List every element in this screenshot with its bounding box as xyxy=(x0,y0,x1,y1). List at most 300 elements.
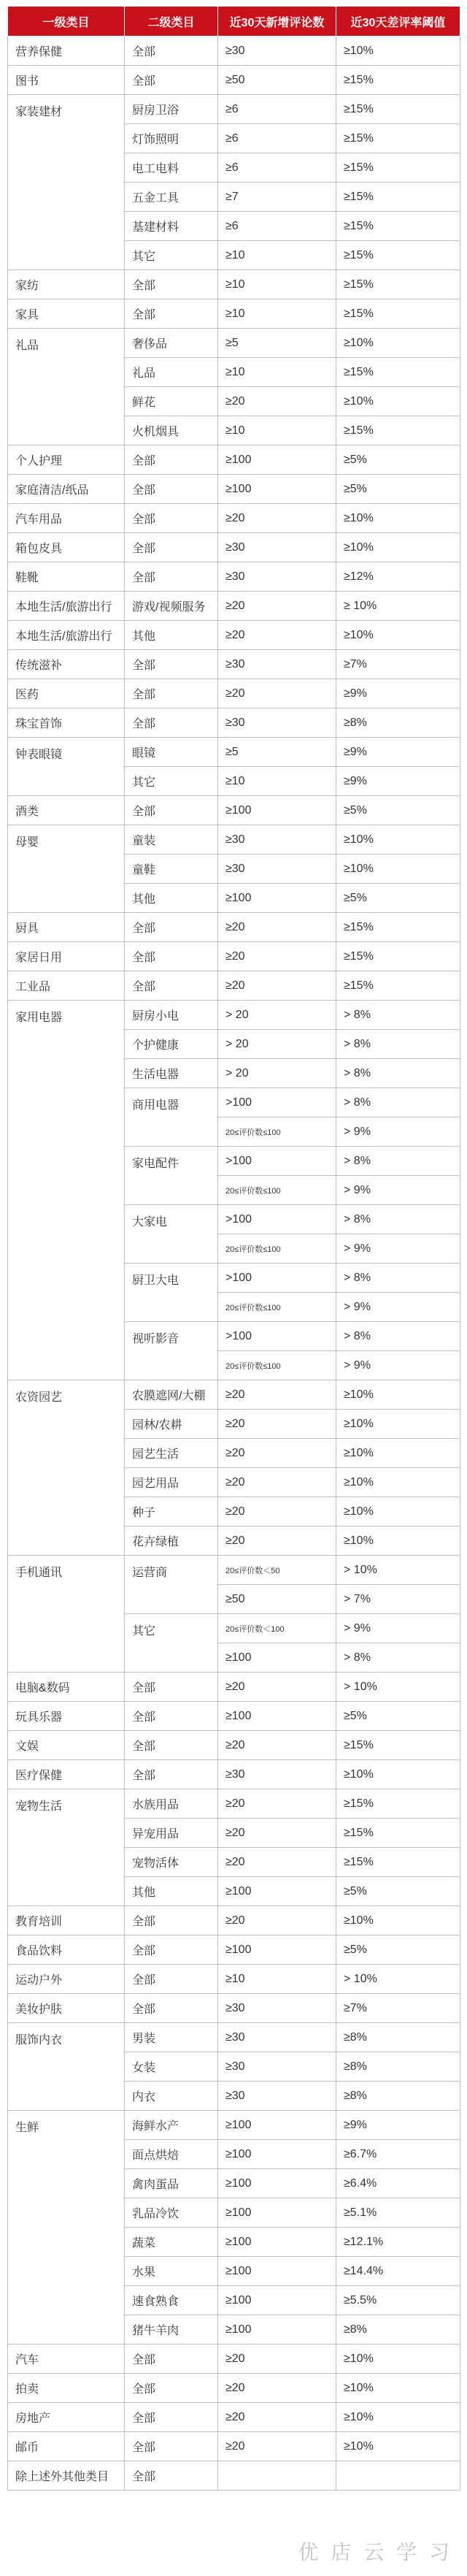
level2-category-cell: 灯饰照明 xyxy=(125,124,218,153)
negative-rate-cell: > 7% xyxy=(336,1585,460,1614)
level2-category-cell: 女装 xyxy=(125,2052,218,2082)
level1-category-cell: 服饰内衣 xyxy=(8,2023,125,2111)
level2-category-cell: 异宠用品 xyxy=(125,1819,218,1848)
new-reviews-cell: ≥20 xyxy=(218,1848,336,1877)
negative-rate-cell: > 9% xyxy=(336,1351,460,1380)
level2-category-cell: 其它 xyxy=(125,1614,218,1673)
negative-rate-cell xyxy=(336,2461,460,2491)
level2-category-cell: 游戏/视频服务 xyxy=(125,592,218,621)
table-row xyxy=(8,66,460,95)
level2-category-cell: 全部 xyxy=(125,1702,218,1731)
level2-category-cell: 视听影音 xyxy=(125,1322,218,1380)
negative-rate-cell: ≥ 10% xyxy=(336,592,460,621)
table-row xyxy=(8,1702,460,1731)
new-reviews-cell: ≥100 xyxy=(218,2111,336,2140)
level2-category-cell: 眼镜 xyxy=(125,738,218,767)
new-reviews-cell: 20≤评价数≤100 xyxy=(218,1351,336,1380)
level2-category-cell: 奢侈品 xyxy=(125,329,218,358)
new-reviews-cell: ≥50 xyxy=(218,66,336,95)
new-reviews-cell: ≥6 xyxy=(218,153,336,183)
negative-rate-cell: ≥15% xyxy=(336,1819,460,1848)
level1-category-cell: 珠宝首饰 xyxy=(8,708,125,738)
negative-rate-cell: > 9% xyxy=(336,1293,460,1322)
new-reviews-cell: ≥100 xyxy=(218,446,336,475)
table-row xyxy=(8,37,460,66)
level2-category-cell: 基建材料 xyxy=(125,212,218,241)
table-row xyxy=(8,738,460,767)
table-row xyxy=(8,1906,460,1935)
new-reviews-cell: ≥10 xyxy=(218,767,336,796)
level1-category-cell: 电脑&数码 xyxy=(8,1673,125,1702)
level2-category-cell: 全部 xyxy=(125,913,218,942)
level2-category-cell: 全部 xyxy=(125,971,218,1001)
negative-rate-cell: ≥14.4% xyxy=(336,2257,460,2286)
negative-rate-cell: ≥9% xyxy=(336,679,460,708)
negative-rate-cell: ≥10% xyxy=(336,825,460,855)
new-reviews-cell: ≥20 xyxy=(218,1410,336,1439)
level1-category-cell: 厨具 xyxy=(8,913,125,942)
negative-rate-cell: ≥15% xyxy=(336,241,460,270)
level2-category-cell: 个护健康 xyxy=(125,1030,218,1059)
level1-category-cell: 本地生活/旅游出行 xyxy=(8,621,125,650)
table-row xyxy=(8,2111,460,2140)
level2-category-cell: 水果 xyxy=(125,2257,218,2286)
level2-category-cell: 男装 xyxy=(125,2023,218,2052)
negative-rate-cell: ≥15% xyxy=(336,1731,460,1760)
level2-category-cell: 园艺用品 xyxy=(125,1468,218,1497)
negative-rate-cell: > 9% xyxy=(336,1176,460,1205)
negative-rate-cell: ≥10% xyxy=(336,329,460,358)
level1-category-cell: 农资园艺 xyxy=(8,1380,125,1556)
level2-category-cell: 全部 xyxy=(125,66,218,95)
new-reviews-cell: 20≤评价数＜50 xyxy=(218,1556,336,1585)
negative-rate-cell: ≥5% xyxy=(336,1935,460,1965)
table-row xyxy=(8,1935,460,1965)
level2-category-cell: 全部 xyxy=(125,1906,218,1935)
negative-rate-cell: ≥10% xyxy=(336,2344,460,2374)
level2-category-cell: 运营商 xyxy=(125,1556,218,1614)
new-reviews-cell: ≥20 xyxy=(218,1673,336,1702)
new-reviews-cell: ≥10 xyxy=(218,241,336,270)
level1-category-cell: 美妆护肤 xyxy=(8,1994,125,2023)
level2-category-cell: 全部 xyxy=(125,708,218,738)
new-reviews-cell: > 20 xyxy=(218,1001,336,1030)
negative-rate-cell: > 9% xyxy=(336,1234,460,1264)
level1-category-cell: 教育培训 xyxy=(8,1906,125,1935)
table-row xyxy=(8,475,460,504)
new-reviews-cell: ≥100 xyxy=(218,2140,336,2169)
level1-category-cell: 生鲜 xyxy=(8,2111,125,2344)
level1-category-cell: 玩具乐器 xyxy=(8,1702,125,1731)
negative-rate-cell: > 8% xyxy=(336,1030,460,1059)
negative-rate-cell: > 8% xyxy=(336,1059,460,1088)
level2-category-cell: 全部 xyxy=(125,2432,218,2461)
table-row xyxy=(8,446,460,475)
new-reviews-cell: ≥100 xyxy=(218,2169,336,2198)
level2-category-cell: 蔬菜 xyxy=(125,2228,218,2257)
level1-category-cell: 钟表眼镜 xyxy=(8,738,125,796)
negative-rate-cell: ≥15% xyxy=(336,153,460,183)
negative-rate-cell: ≥8% xyxy=(336,2023,460,2052)
new-reviews-cell: ≥100 xyxy=(218,796,336,825)
table-row xyxy=(8,1965,460,1994)
new-reviews-cell: ≥20 xyxy=(218,971,336,1001)
new-reviews-cell: ≥30 xyxy=(218,2082,336,2111)
new-reviews-cell: 20≤评价数≤100 xyxy=(218,1234,336,1264)
level2-category-cell: 内衣 xyxy=(125,2082,218,2111)
level1-category-cell: 汽车 xyxy=(8,2344,125,2374)
new-reviews-cell: ≥20 xyxy=(218,1731,336,1760)
new-reviews-cell: ≥5 xyxy=(218,738,336,767)
table-row xyxy=(8,299,460,329)
level1-category-cell: 文娱 xyxy=(8,1731,125,1760)
table-row xyxy=(8,679,460,708)
table-row xyxy=(8,270,460,299)
table-row xyxy=(8,1760,460,1789)
new-reviews-cell: ≥100 xyxy=(218,475,336,504)
negative-rate-cell: ≥15% xyxy=(336,299,460,329)
new-reviews-cell: ≥30 xyxy=(218,2052,336,2082)
table-row xyxy=(8,942,460,971)
table-row xyxy=(8,2432,460,2461)
level2-category-cell: 宠物活体 xyxy=(125,1848,218,1877)
negative-rate-cell: ≥10% xyxy=(336,2403,460,2432)
new-reviews-cell: ≥20 xyxy=(218,1468,336,1497)
new-reviews-cell: 20≤评价数＜100 xyxy=(218,1614,336,1643)
new-reviews-cell: ≥100 xyxy=(218,2315,336,2344)
level1-category-cell: 房地产 xyxy=(8,2403,125,2432)
new-reviews-cell: ≥20 xyxy=(218,1439,336,1468)
new-reviews-cell: ≥20 xyxy=(218,1497,336,1526)
level1-category-cell: 医药 xyxy=(8,679,125,708)
table-row xyxy=(8,650,460,679)
level2-category-cell: 全部 xyxy=(125,1673,218,1702)
negative-rate-cell: ≥5.1% xyxy=(336,2198,460,2228)
new-reviews-cell: ≥30 xyxy=(218,37,336,66)
negative-rate-cell: ≥8% xyxy=(336,2315,460,2344)
new-reviews-cell: > 20 xyxy=(218,1030,336,1059)
negative-rate-cell: ≥5% xyxy=(336,1702,460,1731)
level2-category-cell: 童鞋 xyxy=(125,855,218,884)
table-body xyxy=(8,37,460,2491)
table-row xyxy=(8,708,460,738)
table-row xyxy=(8,592,460,621)
level2-category-cell: 礼品 xyxy=(125,358,218,387)
level1-category-cell: 礼品 xyxy=(8,329,125,446)
level2-category-cell: 全部 xyxy=(125,504,218,533)
level2-category-cell: 猪牛羊肉 xyxy=(125,2315,218,2344)
level1-category-cell: 家装建材 xyxy=(8,95,125,270)
level2-category-cell: 全部 xyxy=(125,679,218,708)
level1-category-cell: 鞋靴 xyxy=(8,562,125,592)
new-reviews-cell: >100 xyxy=(218,1147,336,1176)
negative-rate-cell: ≥5% xyxy=(336,1877,460,1906)
table-row xyxy=(8,825,460,855)
negative-rate-cell: ≥5% xyxy=(336,884,460,913)
negative-rate-cell: ≥10% xyxy=(336,1497,460,1526)
level2-category-cell: 全部 xyxy=(125,1965,218,1994)
level1-category-cell: 宠物生活 xyxy=(8,1789,125,1906)
level1-category-cell: 除上述外其他类目 xyxy=(8,2461,125,2491)
level1-category-cell: 个人护理 xyxy=(8,446,125,475)
level2-category-cell: 商用电器 xyxy=(125,1088,218,1147)
level2-category-cell: 花卉绿植 xyxy=(125,1526,218,1556)
new-reviews-cell: ≥20 xyxy=(218,592,336,621)
negative-rate-cell: ≥10% xyxy=(336,1526,460,1556)
new-reviews-cell: ≥10 xyxy=(218,416,336,446)
level1-category-cell: 医疗保健 xyxy=(8,1760,125,1789)
level1-category-cell: 工业品 xyxy=(8,971,125,1001)
negative-rate-cell: ≥15% xyxy=(336,1848,460,1877)
new-reviews-cell: ≥20 xyxy=(218,2344,336,2374)
negative-rate-cell: ≥15% xyxy=(336,124,460,153)
new-reviews-cell: ≥10 xyxy=(218,299,336,329)
negative-rate-cell: ≥7% xyxy=(336,1994,460,2023)
negative-rate-cell: > 8% xyxy=(336,1088,460,1117)
new-reviews-cell: ≥10 xyxy=(218,358,336,387)
negative-rate-cell: ≥10% xyxy=(336,855,460,884)
negative-rate-cell: > 10% xyxy=(336,1556,460,1585)
table-row xyxy=(8,1001,460,1030)
negative-rate-cell: > 8% xyxy=(336,1264,460,1293)
new-reviews-cell: ≥30 xyxy=(218,708,336,738)
level2-category-cell: 农膜遮网/大棚 xyxy=(125,1380,218,1410)
new-reviews-cell: ≥5 xyxy=(218,329,336,358)
level2-category-cell: 种子 xyxy=(125,1497,218,1526)
level2-category-cell: 全部 xyxy=(125,2374,218,2403)
negative-rate-cell: ≥9% xyxy=(336,767,460,796)
new-reviews-cell: ≥30 xyxy=(218,533,336,562)
level2-category-cell: 火机烟具 xyxy=(125,416,218,446)
header-negative-rate: 近30天差评率阈值 xyxy=(336,7,460,37)
negative-rate-cell: ≥15% xyxy=(336,183,460,212)
header-level2-category: 二级类目 xyxy=(125,7,218,37)
level1-category-cell: 食品饮料 xyxy=(8,1935,125,1965)
negative-rate-cell: ≥10% xyxy=(336,1760,460,1789)
new-reviews-cell: 20≤评价数≤100 xyxy=(218,1293,336,1322)
level2-category-cell: 水族用品 xyxy=(125,1789,218,1819)
new-reviews-cell: >100 xyxy=(218,1264,336,1293)
level1-category-cell: 图书 xyxy=(8,66,125,95)
negative-rate-cell: > 8% xyxy=(336,1001,460,1030)
table-row xyxy=(8,1789,460,1819)
new-reviews-cell: >100 xyxy=(218,1205,336,1234)
negative-rate-cell: ≥15% xyxy=(336,66,460,95)
new-reviews-cell: ≥20 xyxy=(218,1526,336,1556)
table-header-row xyxy=(8,7,460,37)
level2-category-cell: 乳品冷饮 xyxy=(125,2198,218,2228)
table-row xyxy=(8,504,460,533)
new-reviews-cell: ≥100 xyxy=(218,1935,336,1965)
negative-rate-cell: ≥10% xyxy=(336,2374,460,2403)
level2-category-cell: 全部 xyxy=(125,299,218,329)
negative-rate-cell: ≥15% xyxy=(336,913,460,942)
new-reviews-cell: ≥30 xyxy=(218,825,336,855)
table-row xyxy=(8,1380,460,1410)
watermark: 优 店 云 学 习 xyxy=(298,2540,452,2564)
new-reviews-cell: ≥20 xyxy=(218,1380,336,1410)
table-row xyxy=(8,2403,460,2432)
level2-category-cell: 全部 xyxy=(125,562,218,592)
new-reviews-cell: ≥100 xyxy=(218,884,336,913)
level1-category-cell: 箱包皮具 xyxy=(8,533,125,562)
table-row xyxy=(8,621,460,650)
level2-category-cell: 其它 xyxy=(125,767,218,796)
negative-rate-cell: ≥15% xyxy=(336,358,460,387)
level1-category-cell: 本地生活/旅游出行 xyxy=(8,592,125,621)
negative-rate-cell: > 8% xyxy=(336,1147,460,1176)
negative-rate-cell: ≥10% xyxy=(336,504,460,533)
new-reviews-cell: 20≤评价数≤100 xyxy=(218,1176,336,1205)
header-level1-category: 一级类目 xyxy=(8,7,125,37)
new-reviews-cell: ≥20 xyxy=(218,621,336,650)
level2-category-cell: 园艺生活 xyxy=(125,1439,218,1468)
negative-rate-cell: > 8% xyxy=(336,1205,460,1234)
new-reviews-cell: ≥30 xyxy=(218,855,336,884)
level1-category-cell: 传统滋补 xyxy=(8,650,125,679)
negative-rate-cell: ≥10% xyxy=(336,1439,460,1468)
new-reviews-cell: ≥20 xyxy=(218,1906,336,1935)
negative-rate-cell: ≥6.7% xyxy=(336,2140,460,2169)
level2-category-cell: 其他 xyxy=(125,621,218,650)
negative-rate-cell: ≥10% xyxy=(336,387,460,416)
level2-category-cell: 全部 xyxy=(125,942,218,971)
level2-category-cell: 海鲜水产 xyxy=(125,2111,218,2140)
level1-category-cell: 家庭清洁/纸品 xyxy=(8,475,125,504)
level1-category-cell: 家用电器 xyxy=(8,1001,125,1380)
table-row xyxy=(8,2023,460,2052)
new-reviews-cell: ≥30 xyxy=(218,1760,336,1789)
table-row xyxy=(8,95,460,124)
level2-category-cell: 全部 xyxy=(125,475,218,504)
negative-rate-cell: ≥8% xyxy=(336,2082,460,2111)
level1-category-cell: 运动户外 xyxy=(8,1965,125,1994)
table-row xyxy=(8,796,460,825)
level1-category-cell: 酒类 xyxy=(8,796,125,825)
negative-rate-cell: ≥12% xyxy=(336,562,460,592)
negative-rate-cell: ≥5% xyxy=(336,446,460,475)
level2-category-cell: 厨房卫浴 xyxy=(125,95,218,124)
level2-category-cell: 厨房小电 xyxy=(125,1001,218,1030)
level2-category-cell: 全部 xyxy=(125,2344,218,2374)
negative-rate-cell: ≥15% xyxy=(336,942,460,971)
level2-category-cell: 全部 xyxy=(125,1994,218,2023)
level1-category-cell: 拍卖 xyxy=(8,2374,125,2403)
table-row xyxy=(8,1673,460,1702)
new-reviews-cell: ≥20 xyxy=(218,2432,336,2461)
negative-rate-cell: ≥9% xyxy=(336,738,460,767)
negative-rate-cell: > 10% xyxy=(336,1965,460,1994)
negative-rate-cell: > 9% xyxy=(336,1614,460,1643)
negative-rate-cell: ≥5% xyxy=(336,796,460,825)
table-row xyxy=(8,533,460,562)
level2-category-cell: 全部 xyxy=(125,650,218,679)
negative-rate-cell: > 8% xyxy=(336,1322,460,1351)
new-reviews-cell: ≥20 xyxy=(218,679,336,708)
level2-category-cell: 电工电料 xyxy=(125,153,218,183)
level2-category-cell: 面点烘焙 xyxy=(125,2140,218,2169)
new-reviews-cell: ≥100 xyxy=(218,2257,336,2286)
negative-rate-cell: ≥10% xyxy=(336,1380,460,1410)
new-reviews-cell: ≥20 xyxy=(218,387,336,416)
new-reviews-cell: ≥30 xyxy=(218,562,336,592)
new-reviews-cell: >100 xyxy=(218,1088,336,1117)
level2-category-cell: 全部 xyxy=(125,796,218,825)
new-reviews-cell: ≥20 xyxy=(218,942,336,971)
table-row xyxy=(8,2344,460,2374)
table-row xyxy=(8,1556,460,1585)
negative-rate-cell: ≥15% xyxy=(336,212,460,241)
level1-category-cell: 家居日用 xyxy=(8,942,125,971)
table-row xyxy=(8,2461,460,2491)
level2-category-cell: 其他 xyxy=(125,1877,218,1906)
negative-rate-cell: ≥10% xyxy=(336,621,460,650)
new-reviews-cell: ≥100 xyxy=(218,1877,336,1906)
negative-rate-cell: ≥15% xyxy=(336,95,460,124)
new-reviews-cell: ≥20 xyxy=(218,1819,336,1848)
negative-rate-cell: ≥12.1% xyxy=(336,2228,460,2257)
level2-category-cell: 厨卫大电 xyxy=(125,1264,218,1322)
negative-rate-cell: ≥5.5% xyxy=(336,2286,460,2315)
new-reviews-cell: ≥100 xyxy=(218,2286,336,2315)
negative-rate-cell: ≥15% xyxy=(336,416,460,446)
level1-category-cell: 手机通讯 xyxy=(8,1556,125,1673)
new-reviews-cell: >100 xyxy=(218,1322,336,1351)
level1-category-cell: 营养保健 xyxy=(8,37,125,66)
new-reviews-cell: ≥100 xyxy=(218,1702,336,1731)
level2-category-cell: 五金工具 xyxy=(125,183,218,212)
level1-category-cell: 邮币 xyxy=(8,2432,125,2461)
new-reviews-cell: 20≤评价数≤100 xyxy=(218,1117,336,1147)
negative-rate-cell: ≥10% xyxy=(336,1468,460,1497)
level2-category-cell: 鲜花 xyxy=(125,387,218,416)
level2-category-cell: 其它 xyxy=(125,241,218,270)
level2-category-cell: 家电配件 xyxy=(125,1147,218,1205)
new-reviews-cell: ≥100 xyxy=(218,2198,336,2228)
table-row xyxy=(8,971,460,1001)
level2-category-cell: 全部 xyxy=(125,2461,218,2491)
level2-category-cell: 全部 xyxy=(125,1760,218,1789)
level2-category-cell: 童装 xyxy=(125,825,218,855)
negative-rate-cell: ≥15% xyxy=(336,971,460,1001)
new-reviews-cell: ≥20 xyxy=(218,504,336,533)
negative-rate-cell: ≥15% xyxy=(336,1789,460,1819)
negative-rate-cell: ≥10% xyxy=(336,37,460,66)
new-reviews-cell: ≥100 xyxy=(218,2228,336,2257)
level2-category-cell: 全部 xyxy=(125,37,218,66)
level2-category-cell: 生活电器 xyxy=(125,1059,218,1088)
negative-rate-cell: ≥6.4% xyxy=(336,2169,460,2198)
new-reviews-cell: ≥20 xyxy=(218,2403,336,2432)
level1-category-cell: 汽车用品 xyxy=(8,504,125,533)
negative-rate-cell: > 10% xyxy=(336,1673,460,1702)
negative-rate-cell: > 8% xyxy=(336,1643,460,1673)
category-threshold-table xyxy=(7,6,460,2491)
negative-rate-cell: ≥10% xyxy=(336,1906,460,1935)
level2-category-cell: 大家电 xyxy=(125,1205,218,1264)
level2-category-cell: 速食熟食 xyxy=(125,2286,218,2315)
table-row xyxy=(8,913,460,942)
negative-rate-cell: > 9% xyxy=(336,1117,460,1147)
negative-rate-cell: ≥10% xyxy=(336,533,460,562)
new-reviews-cell: ≥6 xyxy=(218,95,336,124)
new-reviews-cell: ≥50 xyxy=(218,1585,336,1614)
new-reviews-cell: ≥10 xyxy=(218,270,336,299)
negative-rate-cell: ≥8% xyxy=(336,708,460,738)
level2-category-cell: 全部 xyxy=(125,270,218,299)
table-row xyxy=(8,1731,460,1760)
negative-rate-cell: ≥9% xyxy=(336,2111,460,2140)
